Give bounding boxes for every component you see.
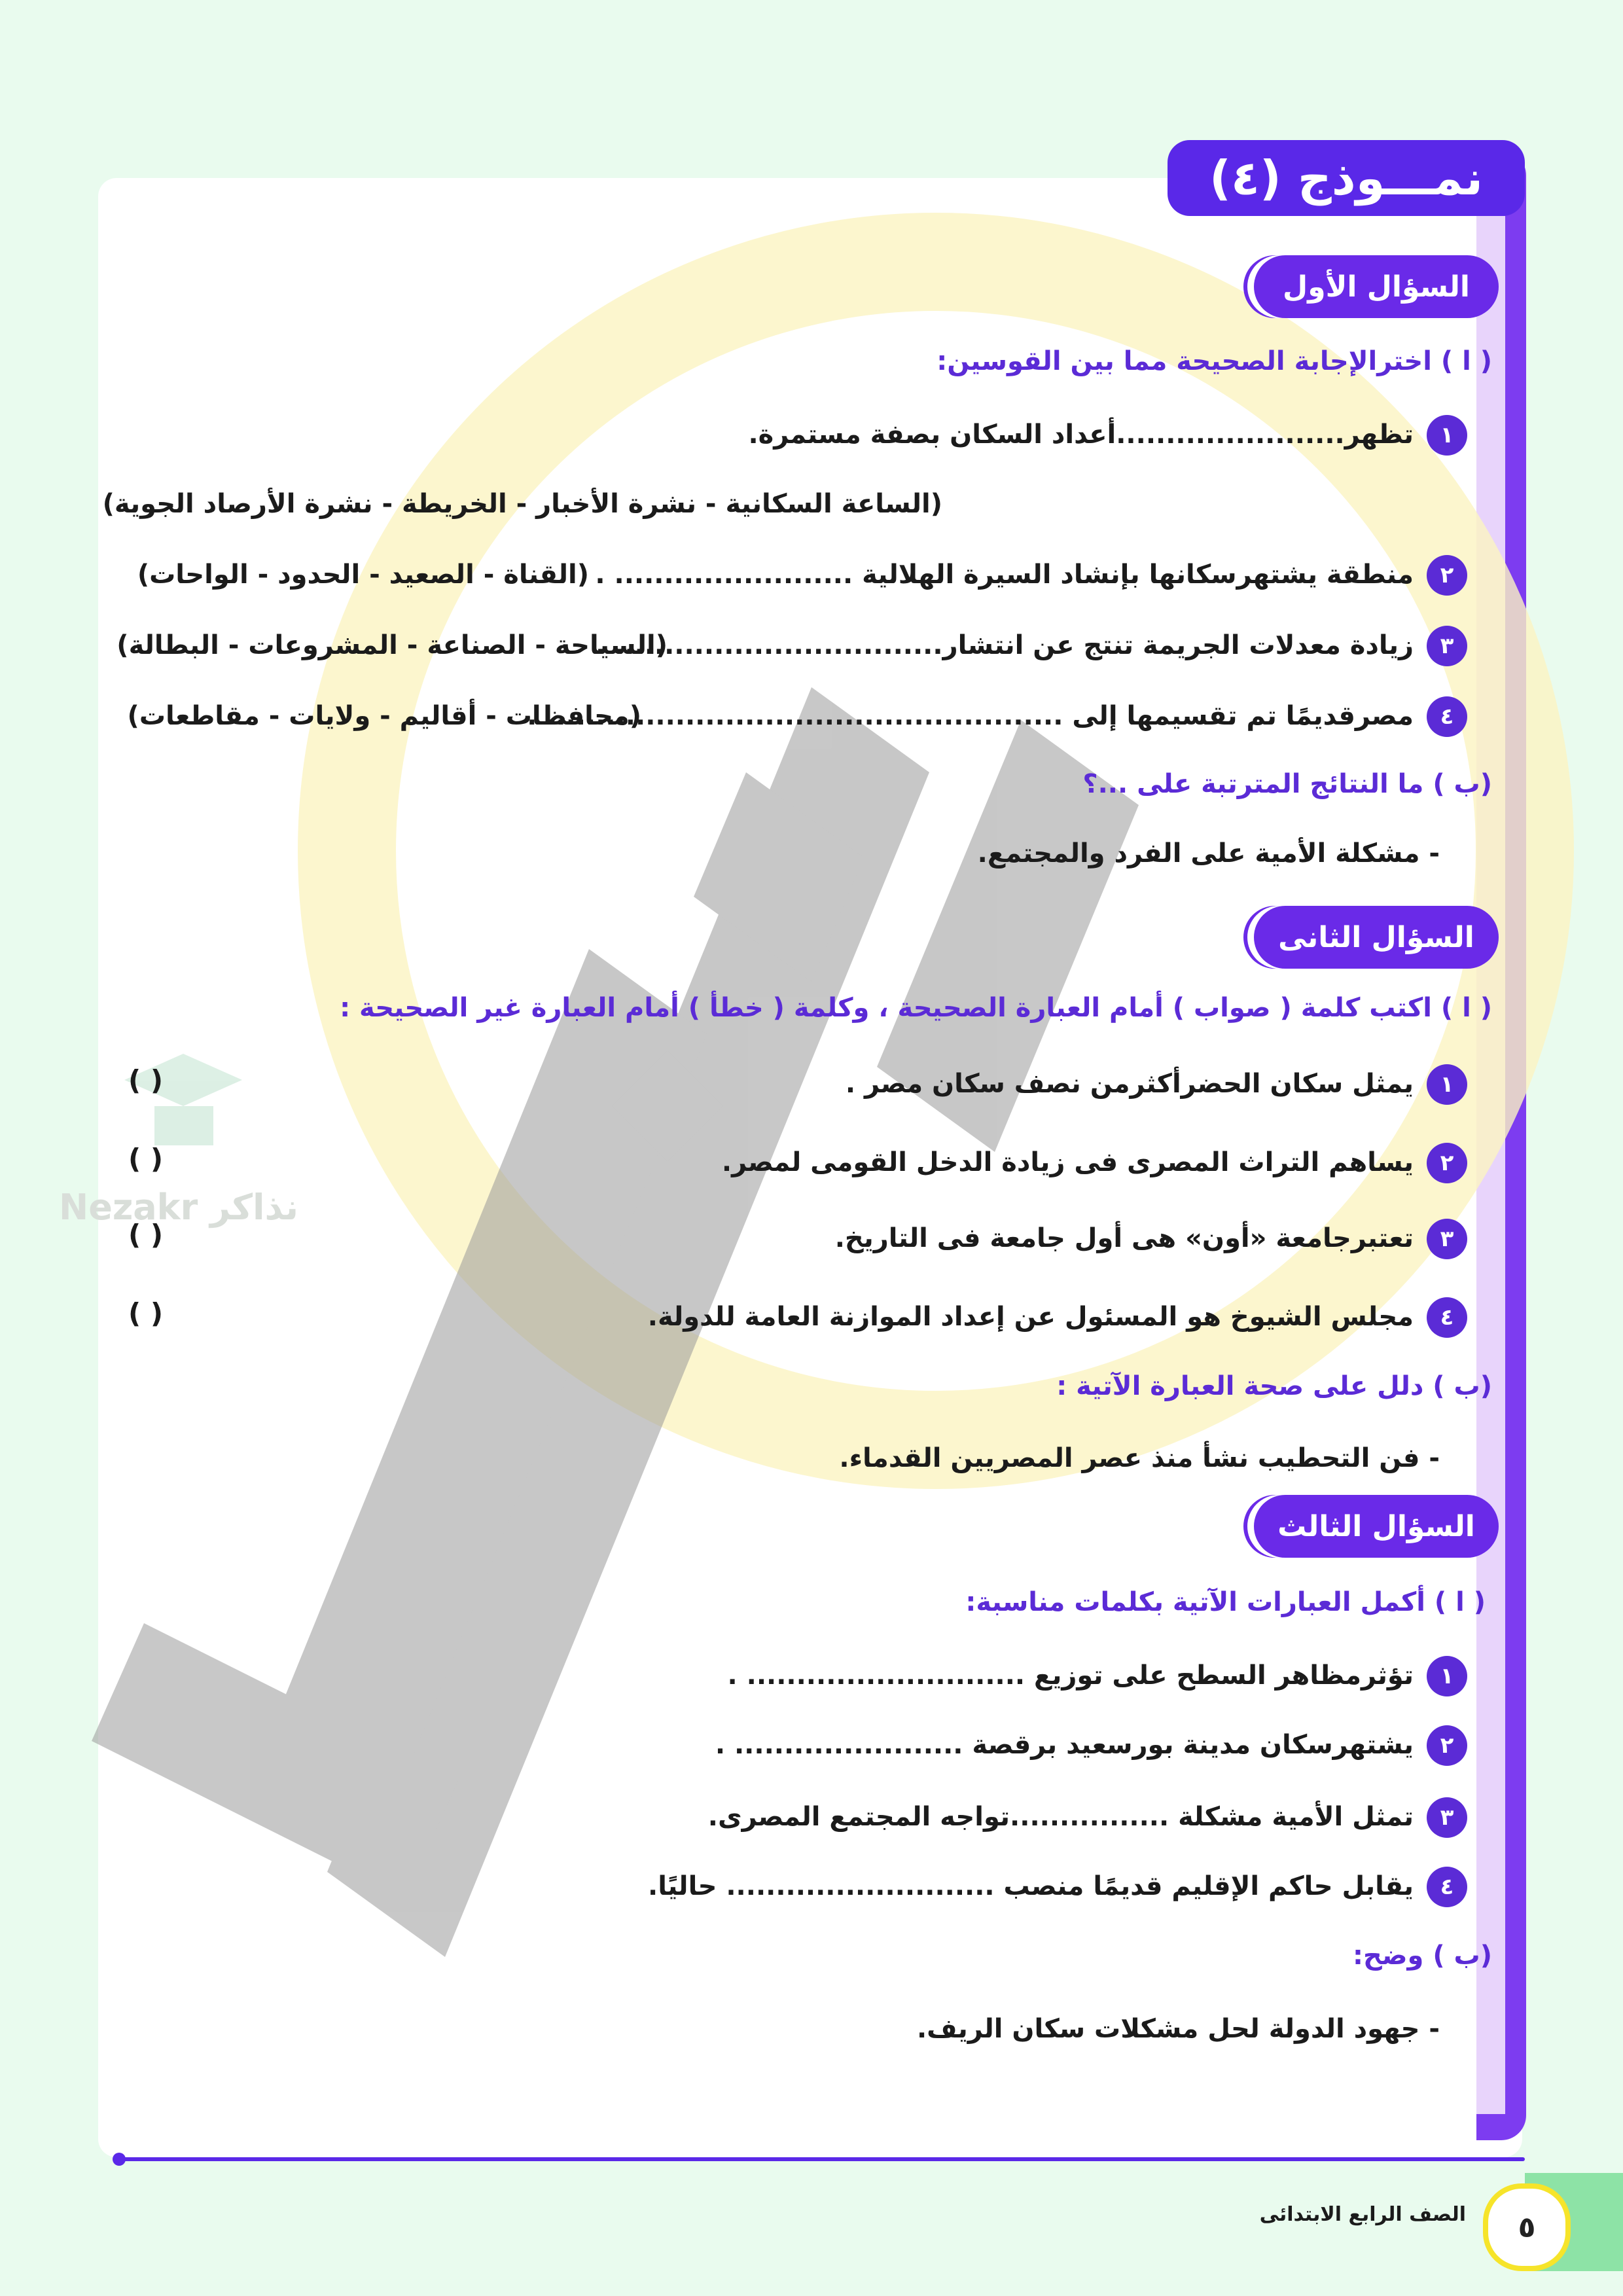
q1-item-3-number: ٣	[1427, 626, 1467, 666]
q1-item-3-options: (السياحة - الصناعة - المشروعات - البطالة)	[116, 630, 668, 660]
q3-part-b-item: - جهود الدولة لحل مشكلات سكان الريف.	[916, 2014, 1440, 2044]
question-1-label: السؤال الأول	[1254, 255, 1499, 318]
q2-item-2-text: يساهم التراث المصرى فى زيادة الدخل القومى لمصر.	[721, 1147, 1414, 1177]
page-title: نمـــوذج (٤)	[1168, 140, 1525, 216]
q1-part-b-heading: (ب ) ما النتائج المترتبة على ...؟	[1082, 769, 1492, 799]
grade-label: الصف الرابع الابتدائى	[1259, 2203, 1466, 2226]
q2-item-4-number: ٤	[1427, 1297, 1467, 1338]
q1-item-1-text: تظهر.......................أعداد السكان بصفة مستمرة.	[748, 420, 1414, 450]
q1-item-3-text: زيادة معدلات الجريمة تنتج عن انتشار................................. .	[596, 630, 1414, 660]
q1-item-4-options: (محافظات - أقاليم - ولايات - مقاطعات)	[127, 701, 641, 731]
q3-item-1-number: ١	[1427, 1656, 1467, 1696]
q3-item-3-text: تمثل الأمية مشكلة ................تواجه المجتمع المصرى.	[707, 1802, 1414, 1832]
q2-item-2-answer-box[interactable]: ( )	[128, 1143, 164, 1175]
q3-item-2-number: ٢	[1427, 1725, 1467, 1766]
q2-item-1-text: يمثل سكان الحضرأكثرمن نصف سكان مصر .	[845, 1069, 1414, 1099]
q1-part-b-item: - مشكلة الأمية على الفرد والمجتمع.	[977, 838, 1440, 869]
q3-item-1-text: تؤثرمظاهر السطح على توزيع ............................ .	[727, 1660, 1414, 1691]
q1-item-4-text: مصرقديمًا تم تقسيمها إلى .................................................... .	[527, 701, 1414, 731]
q1-item-1-number: ١	[1427, 415, 1467, 456]
q3-item-4-number: ٤	[1427, 1867, 1467, 1907]
bottom-rule-dot	[113, 2153, 126, 2166]
q2-item-3-text: تعتبرجامعة «أون» هى أول جامعة فى التاريخ.	[834, 1223, 1414, 1253]
page-number: ٥	[1483, 2183, 1571, 2271]
q3-part-a-heading: ( ا ) أكمل العبارات الآتية بكلمات مناسبة:	[965, 1587, 1486, 1617]
q1-item-4-number: ٤	[1427, 696, 1467, 737]
q2-part-b-heading: (ب ) دلل على صحة العبارة الآتية :	[1056, 1371, 1492, 1401]
bottom-rule	[118, 2157, 1525, 2161]
q1-item-2-options: (القناة - الصعيد - الحدود - الواحات)	[137, 560, 589, 590]
question-2-label: السؤال الثانى	[1254, 906, 1499, 969]
q2-item-4-answer-box[interactable]: ( )	[128, 1297, 164, 1329]
q3-item-4-text: يقابل حاكم الإقليم قديمًا منصب ........................... حاليًا.	[648, 1871, 1414, 1901]
q2-item-1-number: ١	[1427, 1064, 1467, 1105]
q1-item-2-number: ٢	[1427, 555, 1467, 596]
side-watermark-text: Nezakr نذاكر	[59, 1187, 299, 1228]
q2-item-2-number: ٢	[1427, 1143, 1467, 1183]
q2-item-3-number: ٣	[1427, 1219, 1467, 1259]
q2-item-1-answer-box[interactable]: ( )	[128, 1064, 164, 1096]
q1-item-2-text: منطقة يشتهرسكانها بإنشاد السيرة الهلالية ........................ .	[595, 560, 1414, 590]
q3-item-3-number: ٣	[1427, 1797, 1467, 1838]
q1-part-a-heading: ( ا ) اخترالإجابة الصحيحة مما بين القوسين:	[936, 346, 1492, 376]
q3-part-b-heading: (ب ) وضح:	[1353, 1941, 1492, 1971]
q1-item-1-options: (الساعة السكانية - نشرة الأخبار - الخريطة - نشرة الأرصاد الجوية)	[102, 489, 942, 519]
q2-item-4-text: مجلس الشيوخ هو المسئول عن إعداد الموازنة العامة للدولة.	[647, 1302, 1414, 1332]
q3-item-2-text: يشتهرسكان مدينة بورسعيد برقصة ....................... .	[715, 1730, 1414, 1760]
q2-item-3-answer-box[interactable]: ( )	[128, 1219, 164, 1251]
q2-part-a-heading: ( ا ) اكتب كلمة ( صواب ) أمام العبارة الصحيحة ، وكلمة ( خطأ ) أمام العبارة غير الصحيحة :	[340, 993, 1492, 1023]
q2-part-b-item: - فن التحطيب نشأ منذ عصر المصريين القدماء.	[839, 1443, 1440, 1473]
question-3-label: السؤال الثالث	[1254, 1495, 1499, 1558]
